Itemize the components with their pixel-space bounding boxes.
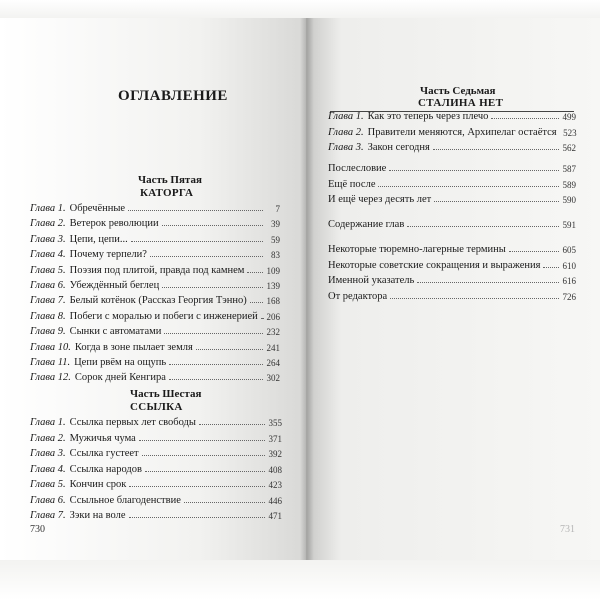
chapter-number: Глава 2. bbox=[328, 126, 364, 138]
entry-title: От редактора bbox=[328, 290, 388, 302]
entry-title: Ссылка первых лет свободы bbox=[69, 417, 196, 428]
entry-page-number: 59 bbox=[271, 234, 280, 245]
chapter-number: Глава 7. bbox=[30, 510, 66, 521]
toc-row bbox=[328, 216, 576, 230]
toc-row bbox=[30, 246, 280, 260]
entry-title: Ссыльное благоденствие bbox=[69, 494, 181, 506]
part6-title: ССЫЛКА bbox=[130, 401, 183, 413]
toc-row bbox=[30, 430, 282, 444]
dot-leader bbox=[169, 363, 263, 365]
toc-row bbox=[30, 292, 280, 306]
chapter-number: Глава 11. bbox=[30, 357, 71, 368]
toc-row bbox=[328, 257, 576, 271]
entry-title: Убеждённый беглец bbox=[69, 280, 160, 291]
toc-row bbox=[30, 339, 280, 353]
entry-page-number: 446 bbox=[268, 495, 282, 506]
chapter-number: Глава 1. bbox=[328, 111, 364, 122]
entry-title: Белый котёнок (Рассказ Георгия Тэнно) bbox=[69, 295, 247, 307]
chapter-number: Глава 12. bbox=[30, 372, 71, 384]
entry-title: Когда в зоне пылает земля bbox=[74, 341, 193, 353]
entry-page-number: 590 bbox=[562, 195, 576, 205]
entry-page-number: 499 bbox=[562, 112, 576, 122]
part5-label: Часть Пятая bbox=[138, 174, 202, 186]
entry-page-number: 610 bbox=[562, 260, 576, 271]
dot-leader bbox=[139, 439, 265, 441]
toc-row bbox=[328, 288, 576, 302]
dot-leader bbox=[142, 454, 265, 456]
entry-title: Поэзия под плитой, правда под камнем bbox=[69, 264, 245, 276]
chapter-number: Глава 6. bbox=[30, 280, 66, 291]
toc-row bbox=[30, 369, 280, 383]
entry-title: Содержание глав bbox=[328, 219, 405, 230]
dot-leader bbox=[162, 224, 263, 226]
entry-title: И ещё через десять лет bbox=[328, 194, 432, 205]
entry-title: Как это теперь через плечо bbox=[367, 111, 489, 122]
chapter-number: Глава 6. bbox=[30, 494, 66, 506]
dot-leader bbox=[433, 148, 559, 150]
dot-leader bbox=[150, 255, 263, 257]
dot-leader bbox=[250, 301, 263, 303]
entry-page-number: 423 bbox=[268, 480, 282, 490]
toc-row bbox=[328, 124, 576, 138]
entry-page-number: 109 bbox=[266, 265, 280, 276]
chapter-number: Глава 2. bbox=[30, 432, 66, 444]
entry-title: Послесловие bbox=[328, 163, 387, 174]
entry-page-number: 605 bbox=[562, 245, 576, 255]
dot-leader bbox=[129, 516, 265, 518]
entry-page-number: 139 bbox=[266, 281, 280, 291]
part7-label: Часть Седьмая bbox=[420, 85, 496, 97]
scan-top-edge bbox=[0, 0, 600, 18]
dot-leader bbox=[390, 297, 559, 299]
toc-row bbox=[30, 461, 282, 475]
chapter-number: Глава 5. bbox=[30, 479, 66, 490]
entry-page-number: 371 bbox=[268, 433, 282, 444]
chapter-number: Глава 5. bbox=[30, 264, 66, 276]
dot-leader bbox=[378, 185, 559, 187]
dot-leader bbox=[261, 317, 263, 319]
chapter-number: Глава 9. bbox=[30, 326, 66, 338]
toc-row bbox=[328, 108, 576, 122]
toc-row bbox=[30, 262, 280, 276]
toc-row bbox=[30, 354, 280, 368]
entry-title: Обречённые bbox=[69, 203, 126, 214]
entry-page-number: 83 bbox=[271, 250, 280, 261]
chapter-number: Глава 8. bbox=[30, 310, 66, 322]
entry-page-number: 523 bbox=[563, 127, 577, 138]
entry-page-number: 232 bbox=[266, 327, 280, 338]
chapter-number: Глава 3. bbox=[30, 448, 66, 459]
entry-page-number: 241 bbox=[266, 342, 280, 353]
chapter-number: Глава 3. bbox=[30, 233, 66, 245]
dot-leader bbox=[128, 209, 263, 211]
entry-page-number: 587 bbox=[562, 164, 576, 174]
toc-heading: ОГЛАВЛЕНИЕ bbox=[118, 88, 228, 104]
entry-page-number: 39 bbox=[271, 219, 280, 230]
entry-title: Сорок дней Кенгира bbox=[74, 372, 166, 384]
dot-leader bbox=[543, 266, 559, 268]
toc-row bbox=[328, 272, 576, 286]
dot-leader bbox=[196, 348, 263, 350]
entry-page-number: 7 bbox=[275, 204, 280, 214]
dot-leader bbox=[417, 281, 559, 283]
dot-leader bbox=[129, 485, 265, 487]
entry-title: Некоторые тюремно-лагерные термины bbox=[328, 244, 506, 255]
entry-page-number: 562 bbox=[562, 143, 576, 153]
chapter-number: Глава 10. bbox=[30, 341, 71, 353]
dot-leader bbox=[407, 225, 559, 227]
entry-page-number: 591 bbox=[562, 220, 576, 230]
dot-leader bbox=[169, 378, 263, 380]
dot-leader bbox=[131, 240, 263, 242]
entry-page-number: 616 bbox=[562, 276, 576, 286]
entry-page-number: 471 bbox=[268, 511, 282, 521]
dot-leader bbox=[164, 332, 263, 334]
dot-leader bbox=[491, 117, 559, 119]
chapter-number: Глава 1. bbox=[30, 203, 66, 214]
toc-row bbox=[328, 176, 576, 190]
toc-row bbox=[30, 215, 280, 229]
toc-row bbox=[30, 507, 282, 521]
toc-row bbox=[30, 414, 282, 428]
dot-leader bbox=[434, 200, 559, 202]
entry-title: Именной указатель bbox=[328, 275, 415, 286]
chapter-number: Глава 4. bbox=[30, 463, 66, 475]
entry-page-number: 589 bbox=[562, 179, 576, 190]
dot-leader bbox=[145, 470, 265, 472]
book-spine bbox=[300, 0, 314, 600]
toc-row bbox=[328, 191, 576, 205]
entry-title: Побеги с моралью и побеги с инженерией bbox=[69, 310, 258, 322]
entry-title: Почему терпели? bbox=[69, 249, 147, 261]
entry-title: Ветерок революции bbox=[69, 218, 159, 230]
entry-title: Ссылка народов bbox=[69, 463, 142, 475]
chapter-number: Глава 3. bbox=[328, 142, 364, 153]
toc-row bbox=[30, 323, 280, 337]
part7-title: СТАЛИНА НЕТ bbox=[418, 97, 504, 109]
right-page-number: 731 bbox=[560, 524, 575, 535]
toc-row bbox=[328, 160, 576, 174]
part6-label: Часть Шестая bbox=[130, 388, 202, 400]
entry-title: Сынки с автоматами bbox=[69, 326, 162, 338]
dot-leader bbox=[389, 169, 559, 171]
dot-leader bbox=[247, 271, 263, 273]
toc-row bbox=[30, 492, 282, 506]
entry-title: Цепи рвём на ощупь bbox=[74, 357, 167, 368]
entry-title: Зэки на воле bbox=[69, 510, 126, 521]
toc-row bbox=[30, 277, 280, 291]
entry-page-number: 206 bbox=[266, 311, 280, 322]
entry-page-number: 355 bbox=[268, 418, 282, 428]
chapter-number: Глава 4. bbox=[30, 249, 66, 261]
entry-title: Кончин срок bbox=[69, 479, 127, 490]
entry-title: Мужичья чума bbox=[69, 432, 136, 444]
chapter-number: Глава 7. bbox=[30, 295, 66, 307]
entry-page-number: 168 bbox=[266, 296, 280, 307]
toc-row bbox=[30, 231, 280, 245]
toc-row bbox=[30, 200, 280, 214]
entry-title: Некоторые советские сокращения и выражения bbox=[328, 259, 541, 271]
chapter-number: Глава 2. bbox=[30, 218, 66, 230]
dot-leader bbox=[162, 286, 263, 288]
dot-leader bbox=[509, 250, 559, 252]
entry-title: Ссылка густеет bbox=[69, 448, 139, 459]
dot-leader bbox=[184, 501, 265, 503]
scan-bottom-edge bbox=[0, 560, 600, 600]
toc-row bbox=[30, 445, 282, 459]
toc-row bbox=[328, 139, 576, 153]
entry-title: Правители меняются, Архипелаг остаётся bbox=[367, 126, 557, 138]
entry-page-number: 408 bbox=[268, 464, 282, 475]
dot-leader bbox=[199, 423, 265, 425]
part5-title: КАТОРГА bbox=[140, 187, 194, 199]
toc-row bbox=[30, 308, 280, 322]
entry-title: Ещё после bbox=[328, 178, 376, 190]
left-page-number: 730 bbox=[30, 524, 45, 535]
chapter-number: Глава 1. bbox=[30, 417, 66, 428]
entry-page-number: 392 bbox=[268, 449, 282, 459]
entry-title: Закон сегодня bbox=[367, 142, 430, 153]
entry-page-number: 264 bbox=[266, 358, 280, 368]
entry-page-number: 302 bbox=[266, 373, 280, 384]
entry-page-number: 726 bbox=[562, 291, 576, 302]
toc-row bbox=[328, 241, 576, 255]
toc-row bbox=[30, 476, 282, 490]
entry-title: Цепи, цепи... bbox=[69, 233, 128, 245]
